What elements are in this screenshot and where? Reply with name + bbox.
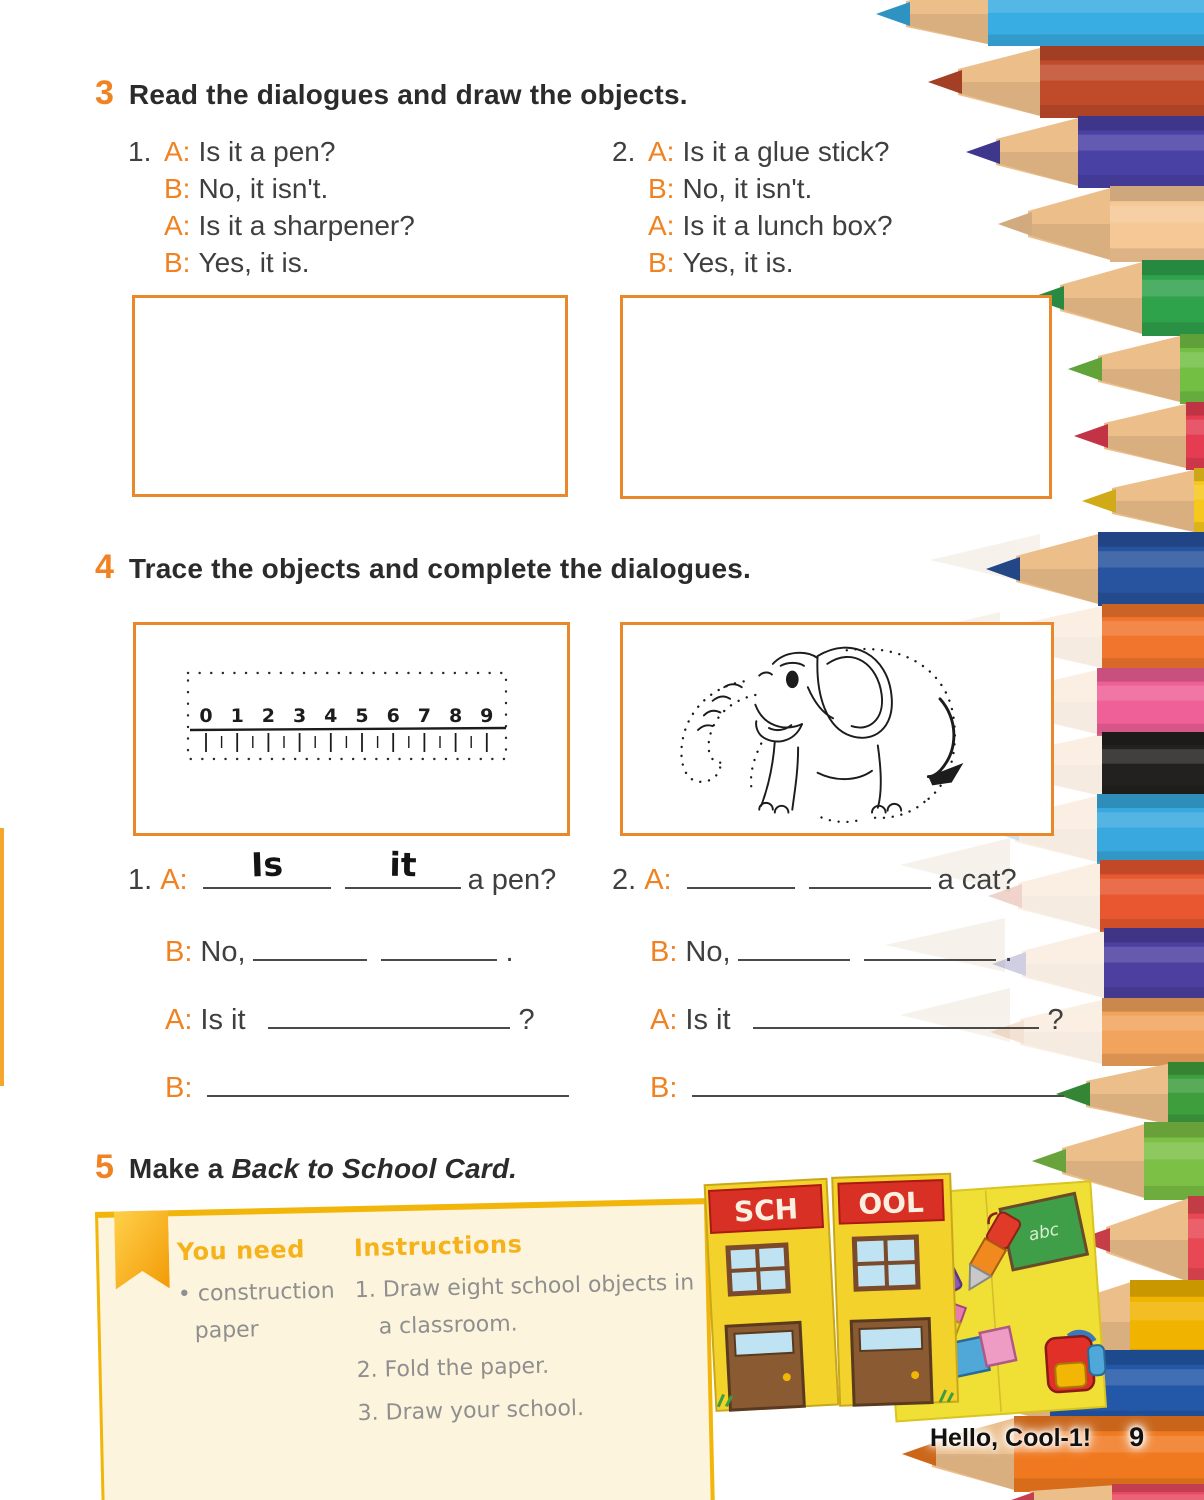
school-panel-left xyxy=(705,1179,839,1411)
svg-text:1: 1 xyxy=(230,705,244,727)
fill-row xyxy=(612,864,1017,897)
traceable-elephant xyxy=(623,625,1051,833)
instructions-heading: Instructions xyxy=(353,1230,523,1263)
answer-blank xyxy=(203,844,331,889)
speaker-label: B: xyxy=(164,247,191,278)
svg-text:0: 0 xyxy=(199,705,213,727)
speaker-label: A: xyxy=(165,1004,193,1036)
answer-blank xyxy=(864,955,996,961)
exercise3-number: 3 xyxy=(95,74,114,112)
exercise3-dialogue-1 xyxy=(128,133,415,281)
dialogue-number: 2. xyxy=(612,136,636,167)
drawing-box-2 xyxy=(620,295,1052,499)
trace-box-elephant xyxy=(620,622,1054,836)
instruction-step: 3. Draw your school. xyxy=(357,1395,585,1427)
dialogue-line: Is it a sharpener? xyxy=(198,210,415,241)
speaker-label: B: xyxy=(165,1072,193,1104)
fill-row xyxy=(650,936,1013,969)
trace-box-ruler xyxy=(133,622,570,836)
dialogue-line: No, it isn't. xyxy=(198,173,329,204)
speaker-label: A: xyxy=(648,210,675,241)
you-need-heading: You need xyxy=(176,1235,306,1267)
answer-blank xyxy=(345,844,461,889)
dialogue-line: Is it a lunch box? xyxy=(682,210,893,241)
fill-row xyxy=(128,844,557,897)
board-text: abc xyxy=(1026,1219,1061,1246)
fill-row xyxy=(165,1072,576,1105)
svg-text:4: 4 xyxy=(324,705,338,727)
answer-blank xyxy=(268,1023,510,1029)
fill-row xyxy=(165,936,514,969)
exercise5-title-italic: Back to School Card. xyxy=(231,1153,518,1184)
punctuation: . xyxy=(1004,936,1013,968)
traceable-ruler xyxy=(136,625,567,833)
exercise5-title xyxy=(95,1148,517,1187)
fill-row xyxy=(650,1004,1064,1037)
page-number: 9 xyxy=(1129,1422,1145,1452)
speaker-label: A: xyxy=(648,136,675,167)
school-banner-right-text: OOL xyxy=(857,1185,925,1221)
dialogue-line: Yes, it is. xyxy=(682,247,794,278)
answer-blank xyxy=(738,955,850,961)
punctuation: . xyxy=(505,936,514,968)
speaker-label: B: xyxy=(165,936,193,968)
back-to-school-card-photo xyxy=(698,1146,1112,1432)
exercise3-dialogue-2 xyxy=(612,133,893,281)
bookmark-ribbon-icon xyxy=(114,1210,170,1291)
instruction-step: 2. Fold the paper. xyxy=(356,1353,550,1384)
answer-blank xyxy=(381,955,497,961)
svg-text:2: 2 xyxy=(261,705,276,727)
you-need-item-line1: • construction xyxy=(177,1278,335,1308)
exercise5-title-regular: Make a xyxy=(128,1153,232,1184)
svg-text:7: 7 xyxy=(417,705,432,727)
exercise4-number: 4 xyxy=(95,548,114,586)
answer-blank xyxy=(253,955,367,961)
dialogue-line: Yes, it is. xyxy=(198,247,310,278)
fill-row xyxy=(650,1072,1071,1105)
school-banner-left-text: SCH xyxy=(733,1192,799,1229)
answer-blank xyxy=(692,1091,1064,1097)
dialogue-number: 2. xyxy=(612,864,637,896)
handwritten-answer: it xyxy=(388,844,417,885)
svg-text:5: 5 xyxy=(355,705,369,727)
exercise3-title-text: Read the dialogues and draw the objects. xyxy=(128,79,688,110)
craft-instructions-panel xyxy=(95,1198,715,1500)
dialogue-text: a pen? xyxy=(467,864,557,896)
svg-text:3: 3 xyxy=(292,705,307,727)
page-footer xyxy=(930,1422,1144,1453)
exercise5-number: 5 xyxy=(95,1148,114,1186)
speaker-label: B: xyxy=(164,173,191,204)
speaker-label: A: xyxy=(644,864,672,896)
svg-text:6: 6 xyxy=(386,705,400,727)
exercise4-title xyxy=(95,548,751,587)
dialogue-text: a cat? xyxy=(937,864,1017,896)
school-panel-right xyxy=(832,1174,958,1406)
dialogue-text: No, xyxy=(200,936,246,968)
instruction-step: 1. Draw eight school objects in xyxy=(354,1270,695,1304)
answer-blank xyxy=(207,1091,569,1097)
instruction-step: a classroom. xyxy=(378,1311,518,1340)
dialogue-line: No, it isn't. xyxy=(682,173,813,204)
punctuation: ? xyxy=(1047,1004,1064,1036)
speaker-label: B: xyxy=(650,936,678,968)
handwritten-answer: Is xyxy=(249,844,284,885)
speaker-label: B: xyxy=(648,173,675,204)
punctuation: ? xyxy=(518,1004,535,1036)
dialogue-text: No, xyxy=(685,936,731,968)
dialogue-number: 1. xyxy=(128,864,153,896)
exercise3-title xyxy=(95,74,688,113)
book-title: Hello, Cool-1! xyxy=(930,1424,1092,1452)
fill-row xyxy=(165,1004,535,1037)
you-need-item-line2: paper xyxy=(194,1317,259,1344)
speaker-label: A: xyxy=(164,210,191,241)
answer-blank xyxy=(753,1023,1039,1029)
speaker-label: B: xyxy=(648,247,675,278)
dialogue-text: Is it xyxy=(685,1004,731,1036)
svg-text:9: 9 xyxy=(480,705,494,727)
drawing-box-1 xyxy=(132,295,568,497)
exercise4-title-text: Trace the objects and complete the dialogues. xyxy=(128,553,751,584)
speaker-label: A: xyxy=(650,1004,678,1036)
dialogue-text: Is it xyxy=(200,1004,246,1036)
answer-blank xyxy=(809,883,931,889)
page-edge-strip xyxy=(0,828,4,1086)
speaker-label: A: xyxy=(164,136,191,167)
dialogue-number: 1. xyxy=(128,136,152,167)
speaker-label: B: xyxy=(650,1072,678,1104)
speaker-label: A: xyxy=(160,864,188,896)
dialogue-line: Is it a pen? xyxy=(198,136,336,167)
dialogue-line: Is it a glue stick? xyxy=(682,136,890,167)
answer-blank xyxy=(687,883,795,889)
svg-text:8: 8 xyxy=(448,705,463,727)
